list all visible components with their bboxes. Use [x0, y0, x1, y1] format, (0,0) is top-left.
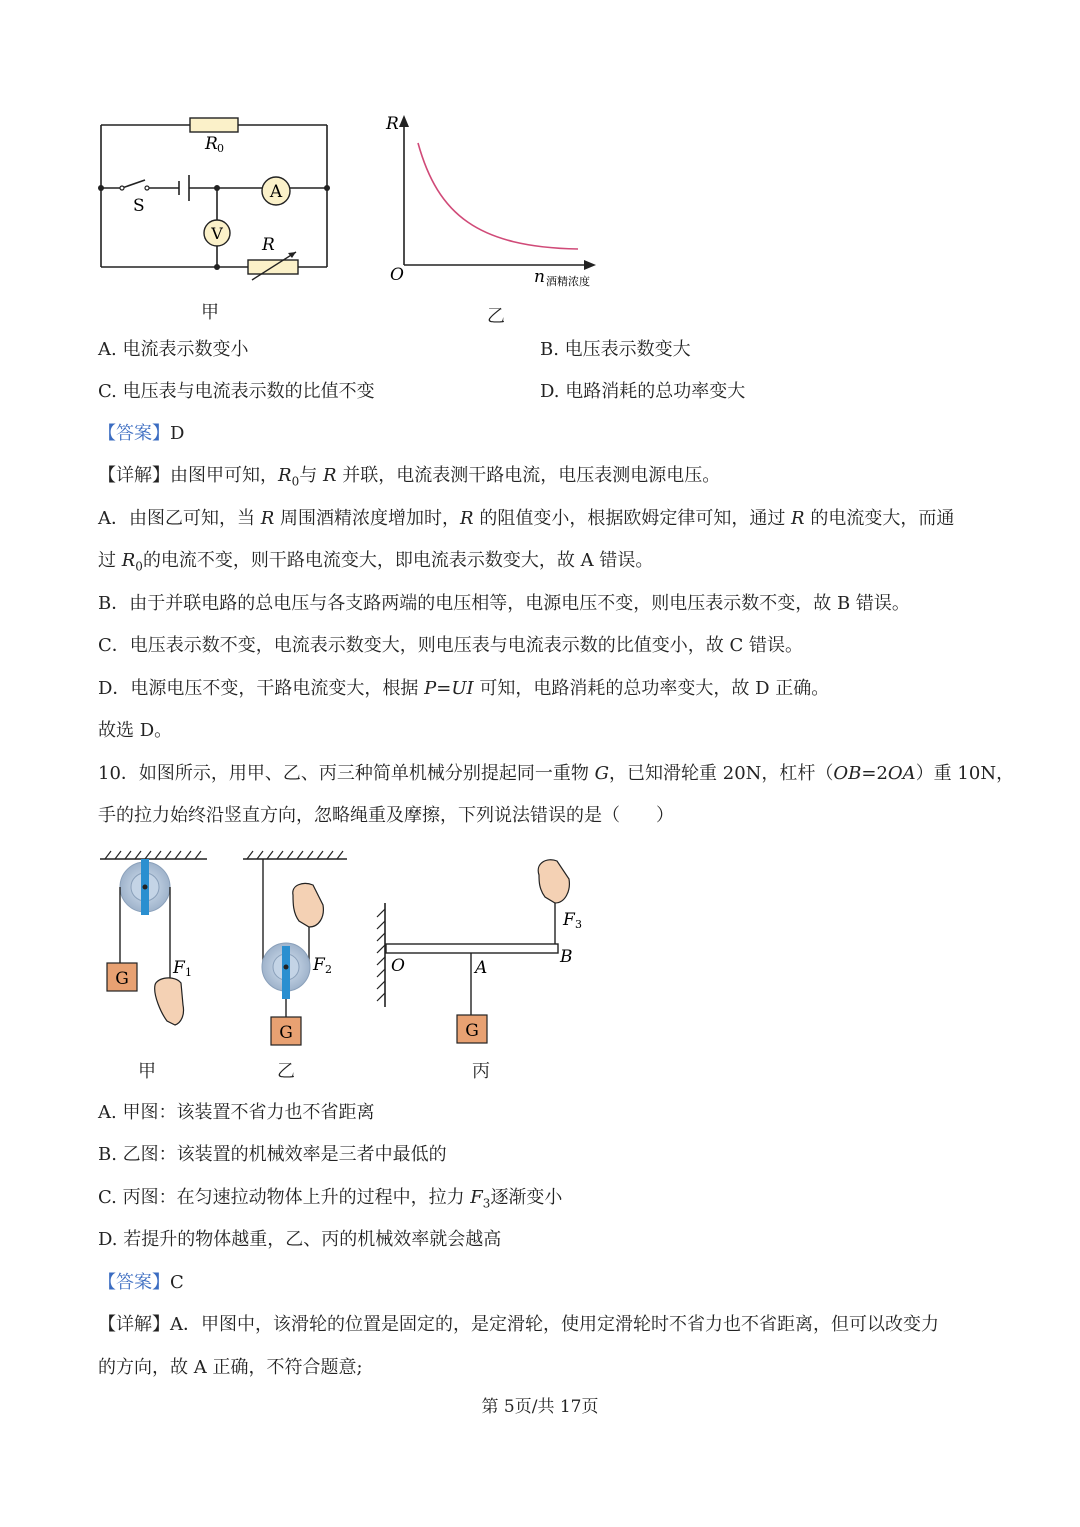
answer-value: C	[170, 1272, 184, 1293]
svg-text:n: n	[534, 267, 545, 287]
hand-icon	[155, 978, 184, 1025]
q9-detail-line-4: B．由于并联电路的总电压与各支路两端的电压相等，电源电压不变，则电压表示数不变，故 B 错误。	[98, 593, 910, 614]
svg-text:O: O	[390, 265, 404, 285]
hand-icon	[538, 860, 569, 903]
svg-text:R: R	[386, 114, 399, 134]
q9-option-a: A. 电流表示数变小	[98, 339, 249, 360]
svg-text:G: G	[279, 1023, 293, 1043]
q10-option-a: A. 甲图：该装置不省力也不省距离	[98, 1102, 375, 1123]
answer-value: D	[170, 423, 185, 444]
svg-text:G: G	[465, 1021, 479, 1041]
q9-detail-line-2: A．由图乙可知，当 R 周围酒精浓度增加时，R 的阻值变小，根据欧姆定律可知，通过 R 的电流变大，而通	[98, 508, 955, 529]
page-footer: 第 5页/共 17页	[481, 1397, 599, 1417]
r0-resistor	[190, 118, 238, 132]
resistance-graph	[378, 105, 608, 290]
machines-figure	[95, 845, 605, 1060]
q9-detail-line-1: 【详解】由图甲可知，$R_0$与 R 并联，电流表测干路电流，电压表测电源电压。	[98, 465, 721, 489]
svg-text:A: A	[475, 958, 488, 978]
svg-text:S: S	[133, 196, 145, 216]
svg-text:酒精浓度: 酒精浓度	[546, 275, 590, 288]
svg-text:F: F	[563, 910, 575, 930]
circuit-diagram	[90, 105, 350, 285]
resistance-curve	[418, 143, 578, 249]
q9-detail-line-5: C．电压表示数不变，电流表示数变大，则电压表与电流表示数的比值变小，故 C 错误。	[98, 635, 803, 656]
q10-option-b: B. 乙图：该装置的机械效率是三者中最低的	[98, 1144, 447, 1165]
svg-text:B: B	[560, 947, 573, 967]
lever	[377, 860, 582, 1043]
answer-tag: 【答案】	[98, 1272, 170, 1293]
caption-graph: 乙	[487, 306, 505, 327]
r0-subscript: 0	[217, 142, 224, 155]
svg-text:F: F	[313, 955, 325, 975]
q9-detail-line-7: 故选 D。	[98, 720, 173, 741]
q10-stem-line-1: 10．如图所示，用甲、乙、丙三种简单机械分别提起同一重物 G，已知滑轮重 20N，杠杆（OB=2OA）重 10N，	[98, 763, 1015, 784]
caption-circuit: 甲	[201, 302, 219, 323]
q9-detail-line-6: D．电源电压不变，干路电流变大，根据 P=UI 可知，电路消耗的总功率变大，故 D 正确。	[98, 678, 830, 699]
svg-text:A: A	[269, 182, 283, 202]
svg-text:G: G	[115, 969, 129, 989]
svg-text:F: F	[173, 958, 185, 978]
svg-text:O: O	[391, 956, 405, 976]
q9-detail-line-3: 过 $R_0$的电流不变，则干路电流变大，即电流表示数变大，故 A 错误。	[98, 550, 654, 574]
q10-option-d: D. 若提升的物体越重，乙、丙的机械效率就会越高	[98, 1229, 502, 1250]
svg-text:3: 3	[575, 918, 582, 931]
q10-option-c: C. 丙图：在匀速拉动物体上升的过程中，拉力 $F_3$逐渐变小	[98, 1187, 563, 1211]
detail-tag: 【详解】	[98, 1314, 170, 1335]
svg-text:R: R	[205, 134, 218, 154]
q9-option-b: B. 电压表示数变大	[540, 339, 691, 360]
q10-detail-line-1: 【详解】A．甲图中，该滑轮的位置是固定的，是定滑轮，使用定滑轮时不省力也不省距离，但可以改变力	[98, 1314, 939, 1335]
caption-fig-jia: 甲	[138, 1061, 156, 1082]
hand-icon	[293, 883, 324, 927]
fixed-pulley	[100, 851, 207, 1025]
q9-answer	[98, 422, 184, 446]
svg-text:2: 2	[325, 963, 332, 976]
svg-text:1: 1	[185, 966, 192, 979]
q9-option-c: C. 电压表与电流表示数的比值不变	[98, 381, 375, 402]
caption-fig-bing: 丙	[472, 1061, 490, 1082]
answer-tag: 【答案】	[98, 423, 170, 444]
movable-pulley	[243, 851, 347, 1045]
q9-option-d: D. 电路消耗的总功率变大	[540, 381, 746, 402]
q10-stem-line-2: 手的拉力始终沿竖直方向，忽略绳重及摩擦，下列说法错误的是（ ）	[98, 805, 674, 826]
svg-text:V: V	[211, 224, 223, 243]
detail-tag: 【详解】	[98, 465, 170, 486]
q10-detail-line-2: 的方向，故 A 正确，不符合题意;	[98, 1357, 363, 1378]
svg-text:R: R	[262, 235, 275, 255]
q10-answer	[98, 1271, 184, 1295]
caption-fig-yi: 乙	[277, 1061, 295, 1082]
